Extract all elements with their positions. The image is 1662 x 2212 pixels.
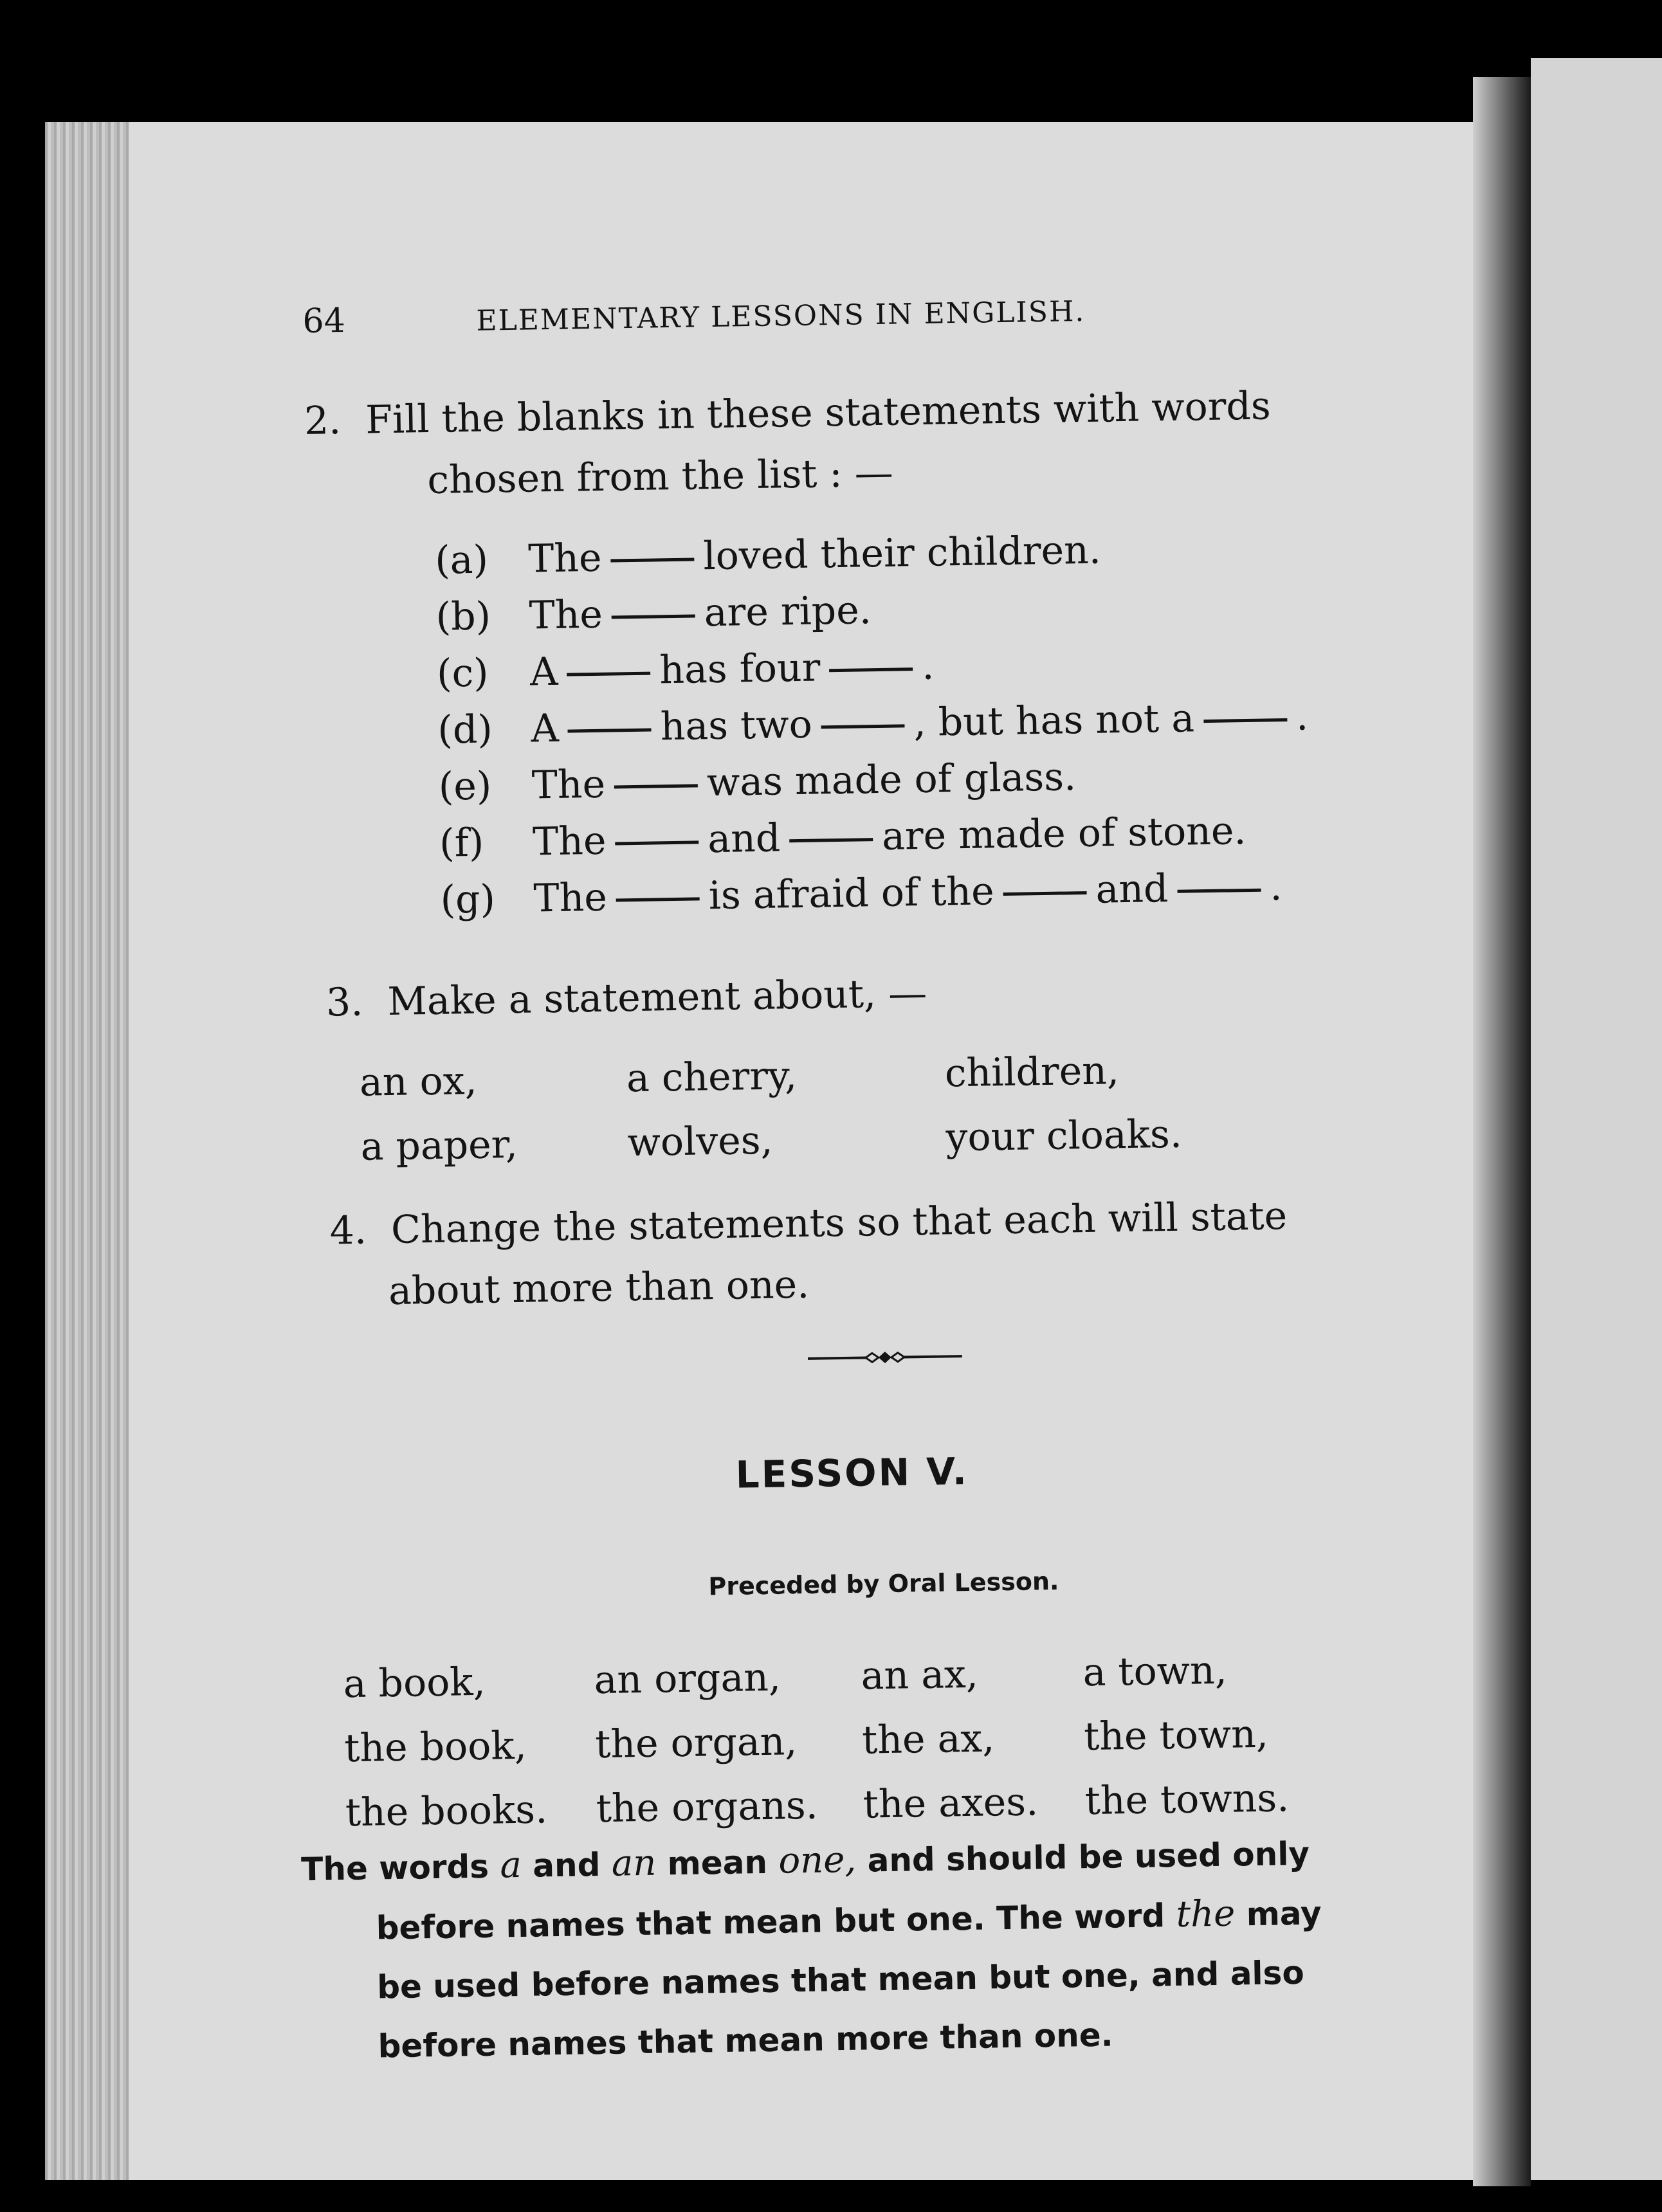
exercise-number: 2. bbox=[304, 398, 342, 444]
item-text: . bbox=[1269, 864, 1283, 910]
item-label: (b) bbox=[435, 594, 491, 640]
table-cell: an ax, bbox=[861, 1651, 979, 1699]
fill-blank bbox=[567, 672, 650, 676]
item-text: . bbox=[921, 643, 935, 689]
blank-item-a bbox=[435, 528, 1101, 583]
item-text: and bbox=[707, 815, 781, 862]
table-cell: the ax, bbox=[861, 1716, 995, 1763]
item-label: (e) bbox=[438, 763, 492, 810]
exercise-4-line-2: about more than one. bbox=[388, 1262, 810, 1314]
blank-item-c bbox=[437, 644, 935, 696]
rule-text: and bbox=[532, 1846, 601, 1885]
item-label: (f) bbox=[439, 820, 484, 866]
item-text: The bbox=[527, 535, 603, 582]
table-cell: the towns. bbox=[1084, 1775, 1290, 1824]
word-cherry: a cherry, bbox=[626, 1053, 798, 1101]
rule-emphasis: a bbox=[499, 1844, 522, 1887]
exercise-number: 3. bbox=[325, 979, 363, 1026]
item-label: (g) bbox=[440, 876, 496, 923]
exercise-text: Change the statements so that each will state bbox=[390, 1193, 1288, 1253]
word-ox: an ox, bbox=[359, 1058, 478, 1105]
fill-blank bbox=[789, 838, 873, 842]
exercise-number: 4. bbox=[329, 1208, 367, 1254]
page-edges bbox=[45, 122, 129, 2180]
fill-blank bbox=[1003, 891, 1087, 896]
exercise-3 bbox=[326, 971, 927, 1026]
exercise-4-line-1 bbox=[329, 1193, 1288, 1253]
word-wolves: wolves, bbox=[627, 1118, 774, 1166]
right-page-fragment bbox=[1531, 58, 1662, 2180]
item-text: The bbox=[529, 592, 603, 639]
blank-item-e bbox=[438, 754, 1076, 810]
word-children: children, bbox=[944, 1048, 1120, 1096]
table-cell: a town, bbox=[1082, 1647, 1228, 1696]
fill-blank bbox=[821, 724, 905, 729]
item-text: The bbox=[531, 761, 606, 808]
item-text: are made of stone. bbox=[881, 808, 1246, 859]
exercise-text: Make a statement about, — bbox=[387, 970, 927, 1025]
fill-blank bbox=[614, 784, 698, 788]
book-gutter bbox=[1473, 77, 1531, 2186]
table-cell: an organ, bbox=[594, 1654, 781, 1703]
fill-blank bbox=[1177, 889, 1261, 893]
item-text: The bbox=[533, 875, 608, 921]
lesson-subtitle: Preceded by Oral Lesson. bbox=[708, 1566, 1059, 1601]
rule-text: and should be used only bbox=[867, 1835, 1310, 1880]
item-label: (a) bbox=[434, 537, 489, 583]
rule-line-4: before names that mean more than one. bbox=[378, 2016, 1114, 2065]
blank-item-f bbox=[439, 808, 1246, 866]
exercise-text: Fill the blanks in these statements with words bbox=[365, 383, 1272, 443]
item-text: has four bbox=[659, 645, 821, 693]
exercise-2-line-2: chosen from the list : — bbox=[426, 450, 894, 503]
item-text: was made of glass. bbox=[706, 754, 1077, 806]
ornament-divider-icon bbox=[808, 1346, 962, 1368]
item-label: (c) bbox=[436, 650, 489, 696]
page-number: 64 bbox=[302, 301, 346, 341]
rule-emphasis: an bbox=[611, 1842, 657, 1885]
fill-blank bbox=[1203, 718, 1287, 723]
item-text: A bbox=[529, 649, 558, 695]
fill-blank bbox=[611, 558, 695, 562]
item-label: (d) bbox=[437, 707, 493, 753]
blank-item-d bbox=[437, 694, 1309, 753]
table-cell: a book, bbox=[343, 1659, 486, 1707]
rule-line-3: be used before names that mean but one, and also bbox=[376, 1954, 1305, 2006]
word-cloaks: your cloaks. bbox=[945, 1111, 1183, 1161]
fill-blank bbox=[829, 667, 913, 672]
blank-item-b bbox=[435, 588, 872, 640]
item-text: , but has not a bbox=[913, 696, 1195, 746]
lesson-title: LESSON V. bbox=[735, 1449, 969, 1497]
table-cell: the organs. bbox=[596, 1782, 819, 1832]
exercise-2-line-1 bbox=[304, 383, 1271, 444]
rule-paragraph bbox=[301, 1823, 1340, 2077]
rule-emphasis: the bbox=[1176, 1892, 1236, 1936]
table-cell: the town, bbox=[1083, 1711, 1269, 1760]
item-text: is afraid of the bbox=[708, 869, 995, 919]
item-text: . bbox=[1295, 694, 1309, 739]
item-text: A bbox=[530, 705, 560, 752]
item-text: The bbox=[532, 818, 607, 865]
fill-blank bbox=[616, 897, 700, 902]
blank-item-g bbox=[440, 864, 1283, 923]
table-cell: the axes. bbox=[863, 1779, 1039, 1827]
table-cell: the book, bbox=[343, 1723, 527, 1772]
item-text: are ripe. bbox=[704, 588, 872, 636]
table-cell: the books. bbox=[345, 1787, 548, 1836]
item-text: loved their children. bbox=[702, 527, 1102, 579]
fill-blank bbox=[615, 840, 699, 845]
page-content bbox=[302, 285, 1437, 2103]
rule-text: The words bbox=[300, 1847, 489, 1889]
running-title: ELEMENTARY LESSONS IN ENGLISH. bbox=[476, 295, 1086, 338]
fill-blank bbox=[568, 728, 652, 732]
rule-emphasis: one, bbox=[778, 1838, 857, 1882]
word-paper: a paper, bbox=[360, 1121, 518, 1170]
item-text: has two bbox=[660, 702, 813, 750]
table-cell: the organ, bbox=[594, 1719, 798, 1768]
item-text: and bbox=[1095, 866, 1169, 912]
rule-text: mean bbox=[667, 1843, 768, 1883]
rule-text: may bbox=[1246, 1894, 1322, 1934]
fill-blank bbox=[612, 614, 695, 619]
rule-text: before names that mean but one. The word bbox=[376, 1897, 1165, 1947]
